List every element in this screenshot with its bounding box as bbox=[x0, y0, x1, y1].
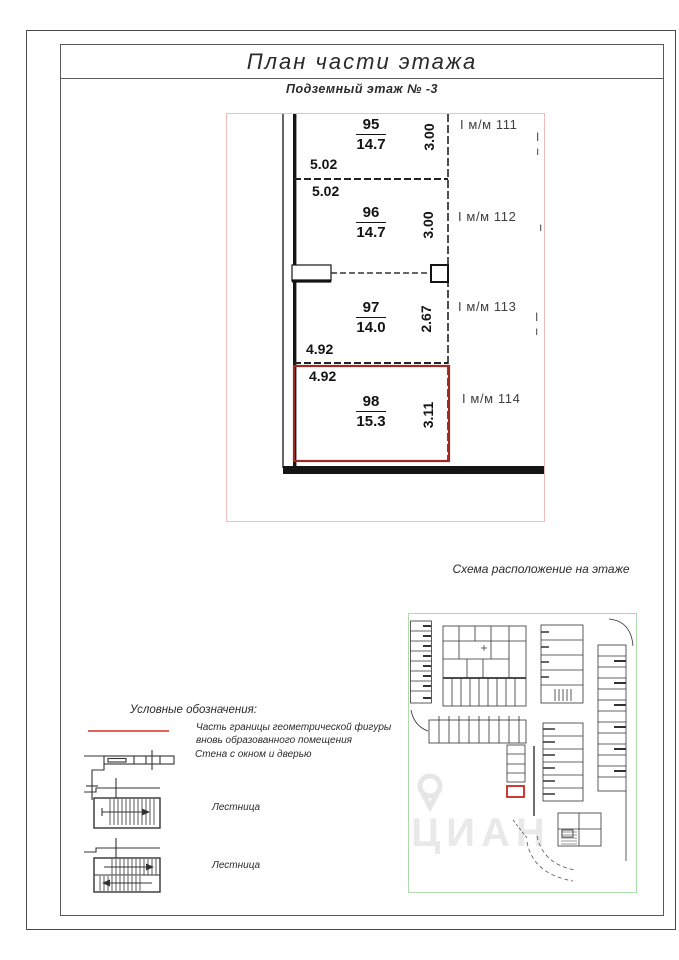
room-97-area: 14.0 bbox=[356, 319, 386, 336]
room-98-width-dim: 4.92 bbox=[309, 368, 337, 384]
room-98-number: 98 bbox=[356, 392, 387, 412]
legend-wall-label: Стена с окном и дверью bbox=[195, 749, 312, 760]
clipped-parking-label: ı bbox=[539, 220, 545, 234]
parking-label-111: I м/м 111 bbox=[460, 117, 518, 132]
room-96-area: 14.7 bbox=[356, 224, 386, 241]
mini-plan-red-highlight bbox=[507, 786, 524, 797]
room-95-label bbox=[347, 115, 395, 155]
stairs-icon bbox=[82, 836, 182, 898]
mini-corner-arc bbox=[411, 710, 428, 731]
plan-viewport bbox=[226, 113, 545, 522]
mini-right-stalls bbox=[598, 645, 626, 791]
wall-window-door-symbol bbox=[292, 265, 448, 282]
room-97-width-dim: 4.92 bbox=[306, 341, 334, 357]
watermark-logo bbox=[420, 776, 440, 807]
room-96-label bbox=[347, 203, 395, 243]
parking-label-113: I м/м 113 bbox=[458, 299, 517, 314]
wall-bottom bbox=[283, 466, 544, 474]
legend-red-line-label-1: Часть границы геометрической фигуры bbox=[196, 722, 392, 733]
page-title: План части этажа bbox=[246, 49, 478, 74]
page-subtitle: Подземный этаж № -3 bbox=[286, 82, 438, 96]
stairs-icon bbox=[82, 776, 182, 836]
mini-left-stalls bbox=[411, 621, 432, 703]
mini-central-block bbox=[443, 626, 526, 706]
room-98-depth-dim: 3.11 bbox=[420, 401, 436, 429]
parking-label-114: I м/м 114 bbox=[462, 391, 521, 406]
room-95-width-dim: 5.02 bbox=[310, 156, 338, 172]
room-97-number: 97 bbox=[356, 298, 387, 318]
mini-plan-drawing bbox=[409, 614, 636, 892]
room-98-label bbox=[347, 392, 395, 432]
title-separator-line bbox=[60, 78, 664, 79]
room-96-number: 96 bbox=[356, 203, 387, 223]
parking-label-112: I м/м 112 bbox=[458, 209, 517, 224]
mini-mid-stalls bbox=[507, 745, 525, 782]
mini-plan bbox=[408, 613, 637, 893]
room-95-area: 14.7 bbox=[356, 136, 386, 153]
mini-stair-core bbox=[558, 813, 601, 846]
room-96-depth-dim: 3.00 bbox=[420, 211, 436, 239]
watermark-text: ЦИАН bbox=[411, 811, 551, 855]
legend-red-line-label-2: вновь образованного помещения bbox=[196, 735, 352, 746]
clipped-parking-label: I ı bbox=[535, 310, 541, 338]
legend-stairs-label-1: Лестница bbox=[212, 802, 261, 813]
legend-heading: Условные обозначения: bbox=[130, 704, 257, 716]
room-97-label bbox=[347, 298, 395, 338]
room-95-number: 95 bbox=[356, 115, 387, 135]
scheme-caption: Схема расположение на этаже bbox=[452, 562, 630, 576]
clipped-parking-label: I ı bbox=[536, 130, 542, 158]
mini-upper-right-block bbox=[541, 625, 583, 703]
mini-mid-right-block bbox=[543, 723, 583, 801]
room-97-depth-dim: 2.67 bbox=[418, 305, 434, 333]
room-95-depth-dim: 3.00 bbox=[421, 123, 437, 151]
mini-bottom-left-stalls bbox=[429, 716, 526, 743]
legend-red-line-symbol bbox=[88, 730, 169, 732]
room-98-area: 15.3 bbox=[356, 413, 386, 430]
legend-stairs-label-2: Лестница bbox=[212, 860, 261, 871]
room-96-width-dim: 5.02 bbox=[312, 183, 340, 199]
mini-corner-arc bbox=[609, 619, 633, 646]
